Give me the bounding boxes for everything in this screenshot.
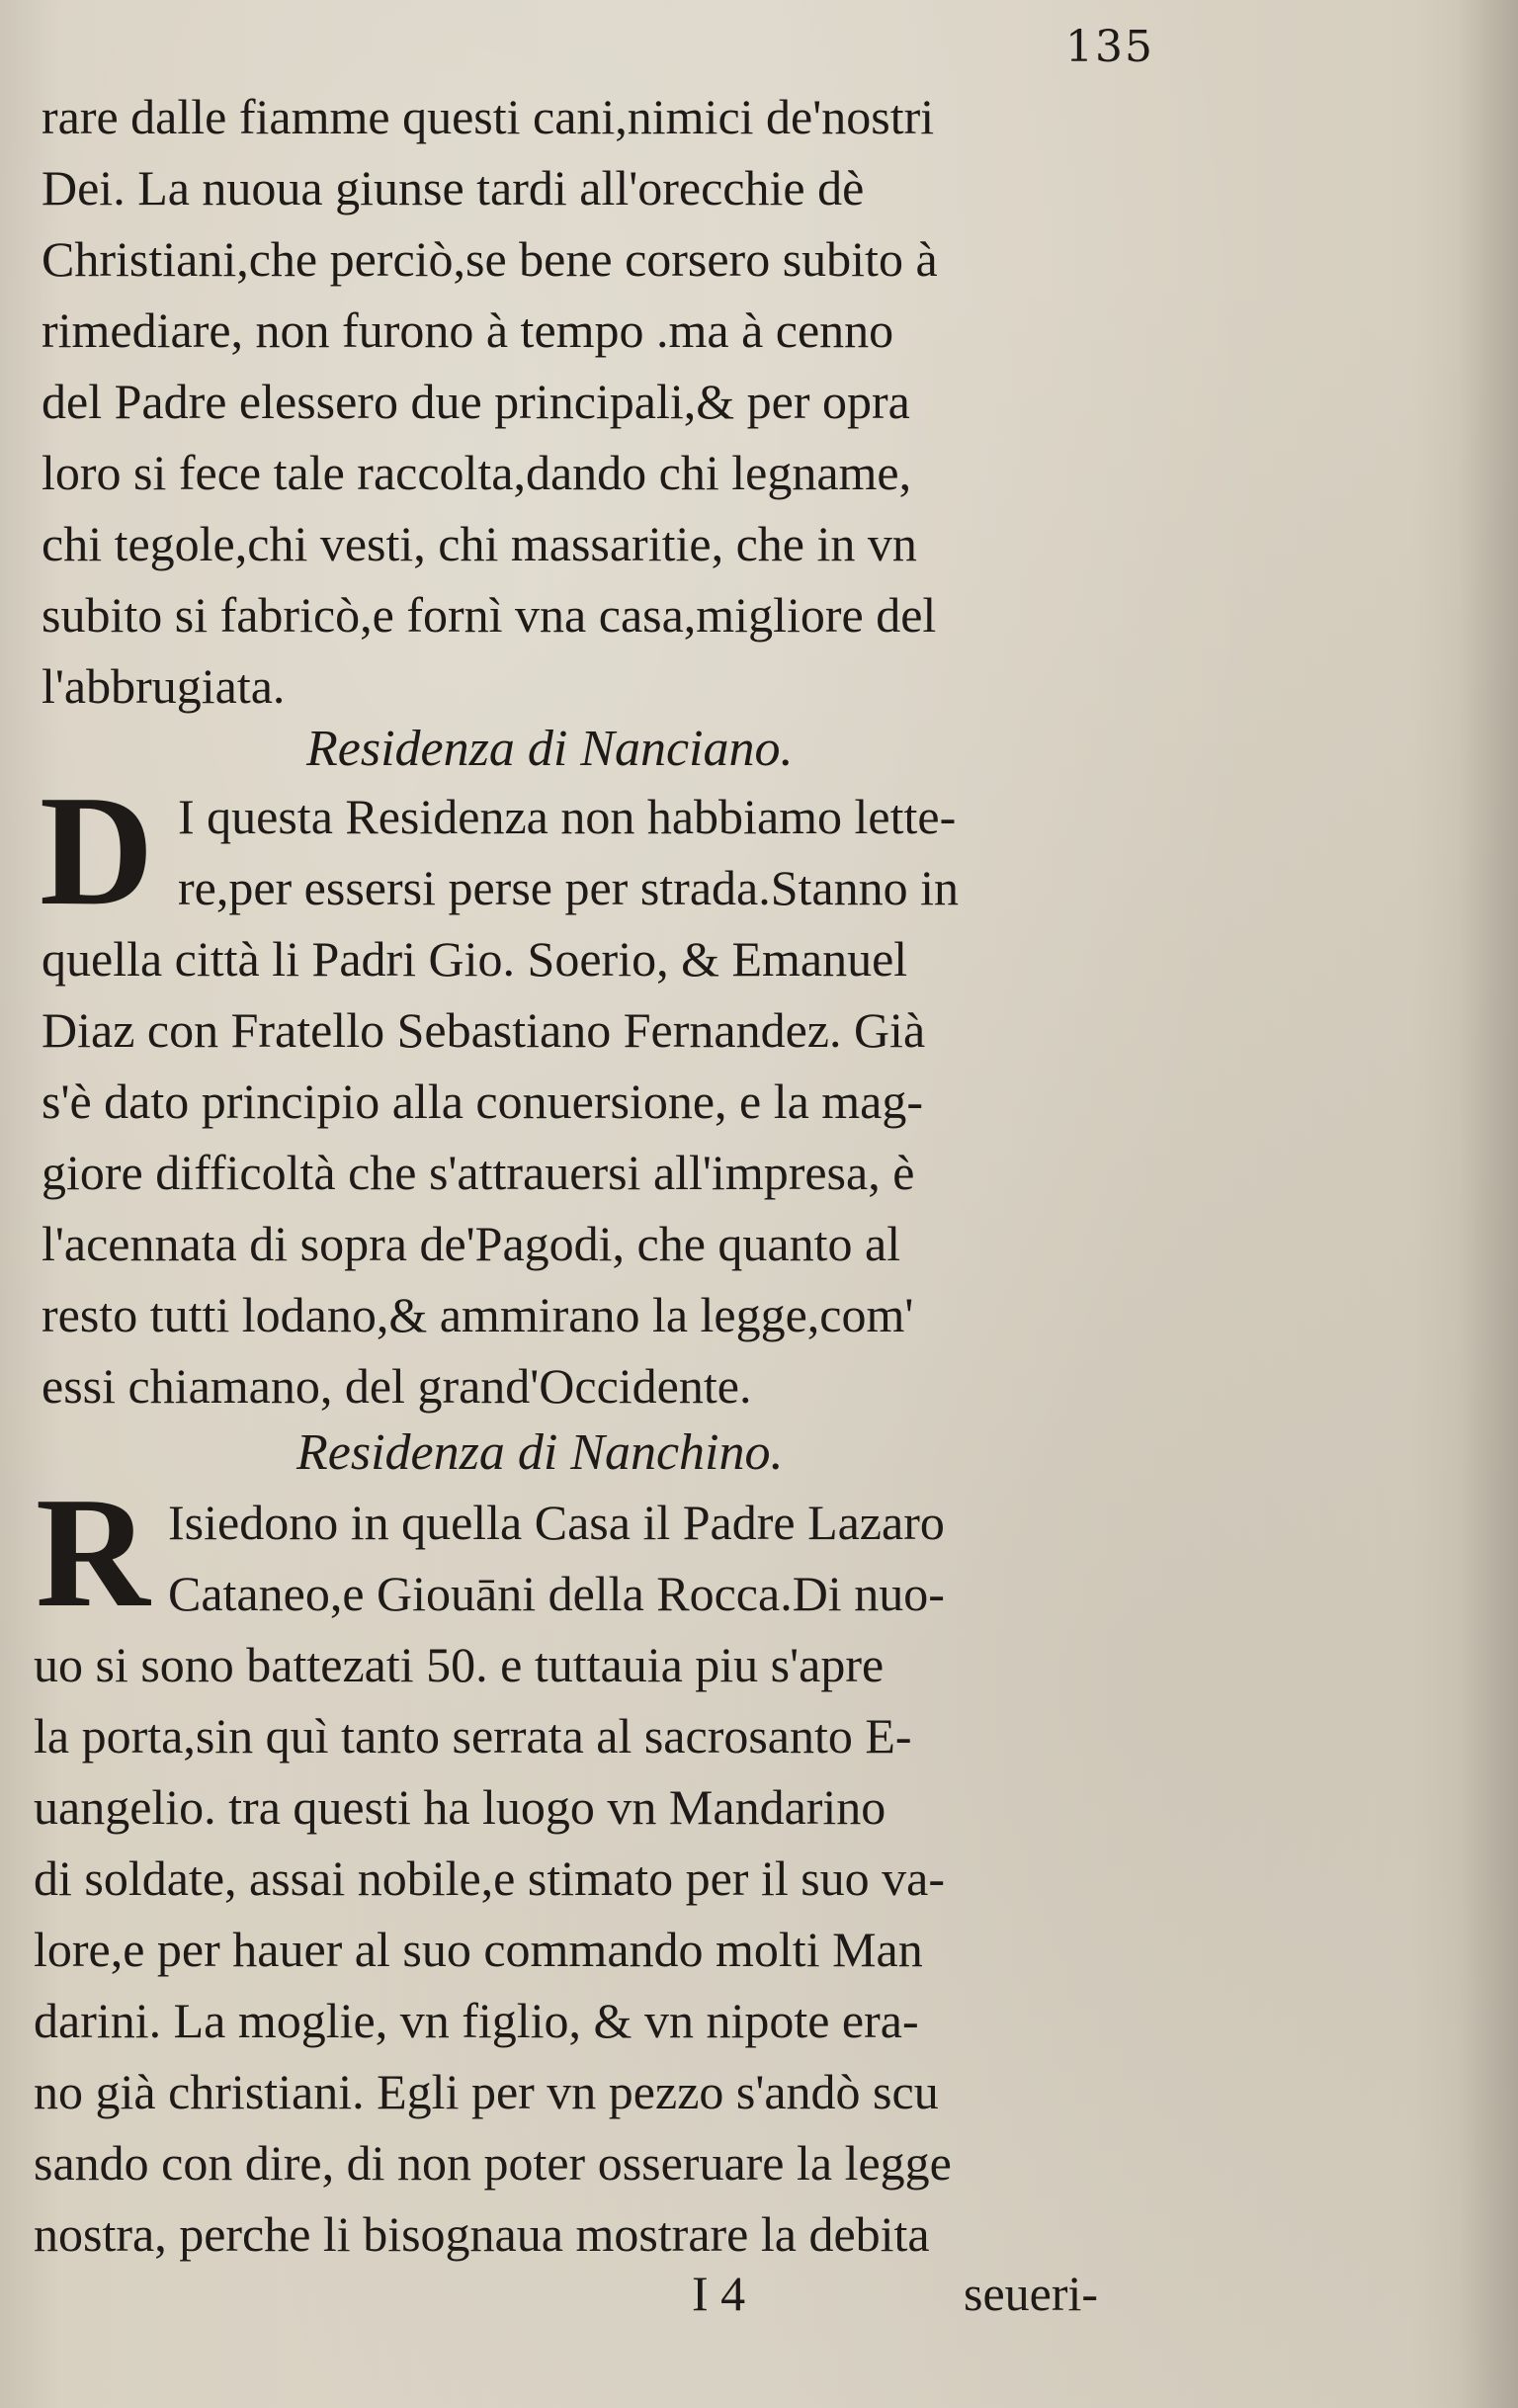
text-line: rare dalle fiamme questi cani,nimici de'nostri	[42, 89, 935, 144]
text-line: Dei. La nuoua giunse tardi all'orecchie dè	[42, 160, 865, 215]
text-line: Christiani,che perciò,se bene corsero subito à	[42, 231, 938, 287]
text-line: no già christiani. Egli per vn pezzo s'andò scu	[34, 2064, 939, 2119]
text-line: uangelio. tra questi ha luogo vn Mandarino	[34, 1779, 886, 1835]
text-line: chi tegole,chi vesti, chi massaritie, che in vn	[42, 516, 917, 571]
section-heading: Residenza di Nanciano.	[306, 721, 794, 777]
text-line: Isiedono in quella Casa il Padre Lazaro	[168, 1495, 945, 1550]
text-line: l'abbrugiata.	[42, 658, 286, 714]
text-line: quella città li Padri Gio. Soerio, & Emanuel	[42, 931, 908, 987]
text-line: nostra, perche li bisognaua mostrare la debita	[34, 2206, 930, 2262]
text-line: giore difficoltà che s'attrauersi all'impresa, è	[42, 1145, 915, 1200]
text-line: la porta,sin quì tanto serrata al sacrosanto E-	[34, 1708, 912, 1763]
page-gutter-shadow	[1459, 0, 1518, 2408]
signature-mark: I 4	[692, 2266, 746, 2321]
text-line: di soldate, assai nobile,e stimato per il suo va-	[34, 1850, 946, 1906]
text-line: uo si sono battezati 50. e tuttauia piu s'apre	[34, 1637, 885, 1692]
text-line: rimediare, non furono à tempo .ma à cenno	[42, 302, 894, 358]
drop-cap: R	[36, 1464, 150, 1640]
text-line: Cataneo,e Giouāni della Rocca.Di nuo-	[168, 1566, 945, 1621]
text-line: l'acennata di sopra de'Pagodi, che quanto al	[42, 1216, 901, 1271]
text-line: lore,e per hauer al suo commando molti Man	[34, 1922, 923, 1977]
text-line: Diaz con Fratello Sebastiano Fernandez. Già	[42, 1002, 926, 1058]
catchword: seueri-	[964, 2266, 1099, 2321]
text-line: s'è dato principio alla conuersione, e la mag-	[42, 1074, 924, 1129]
text-line: sando con dire, di non poter osseruare la legge	[34, 2135, 952, 2191]
text-line: resto tutti lodano,& ammirano la legge,com'	[42, 1287, 914, 1342]
section-heading: Residenza di Nanchino.	[296, 1424, 784, 1481]
text-line: re,per essersi perse per strada.Stanno in	[178, 860, 959, 915]
text-line: I questa Residenza non habbiamo lette-	[178, 789, 957, 844]
text-line: del Padre elessero due principali,& per opra	[42, 374, 910, 429]
text-line: darini. La moglie, vn figlio, & vn nipote era-	[34, 1993, 919, 2048]
text-line: essi chiamano, del grand'Occidente.	[42, 1358, 752, 1414]
drop-cap: D	[40, 762, 154, 938]
text-line: subito si fabricò,e fornì vna casa,migliore del	[42, 587, 937, 643]
text-line: loro si fece tale raccolta,dando chi legname,	[42, 445, 912, 500]
page-number: 135	[1065, 22, 1154, 72]
